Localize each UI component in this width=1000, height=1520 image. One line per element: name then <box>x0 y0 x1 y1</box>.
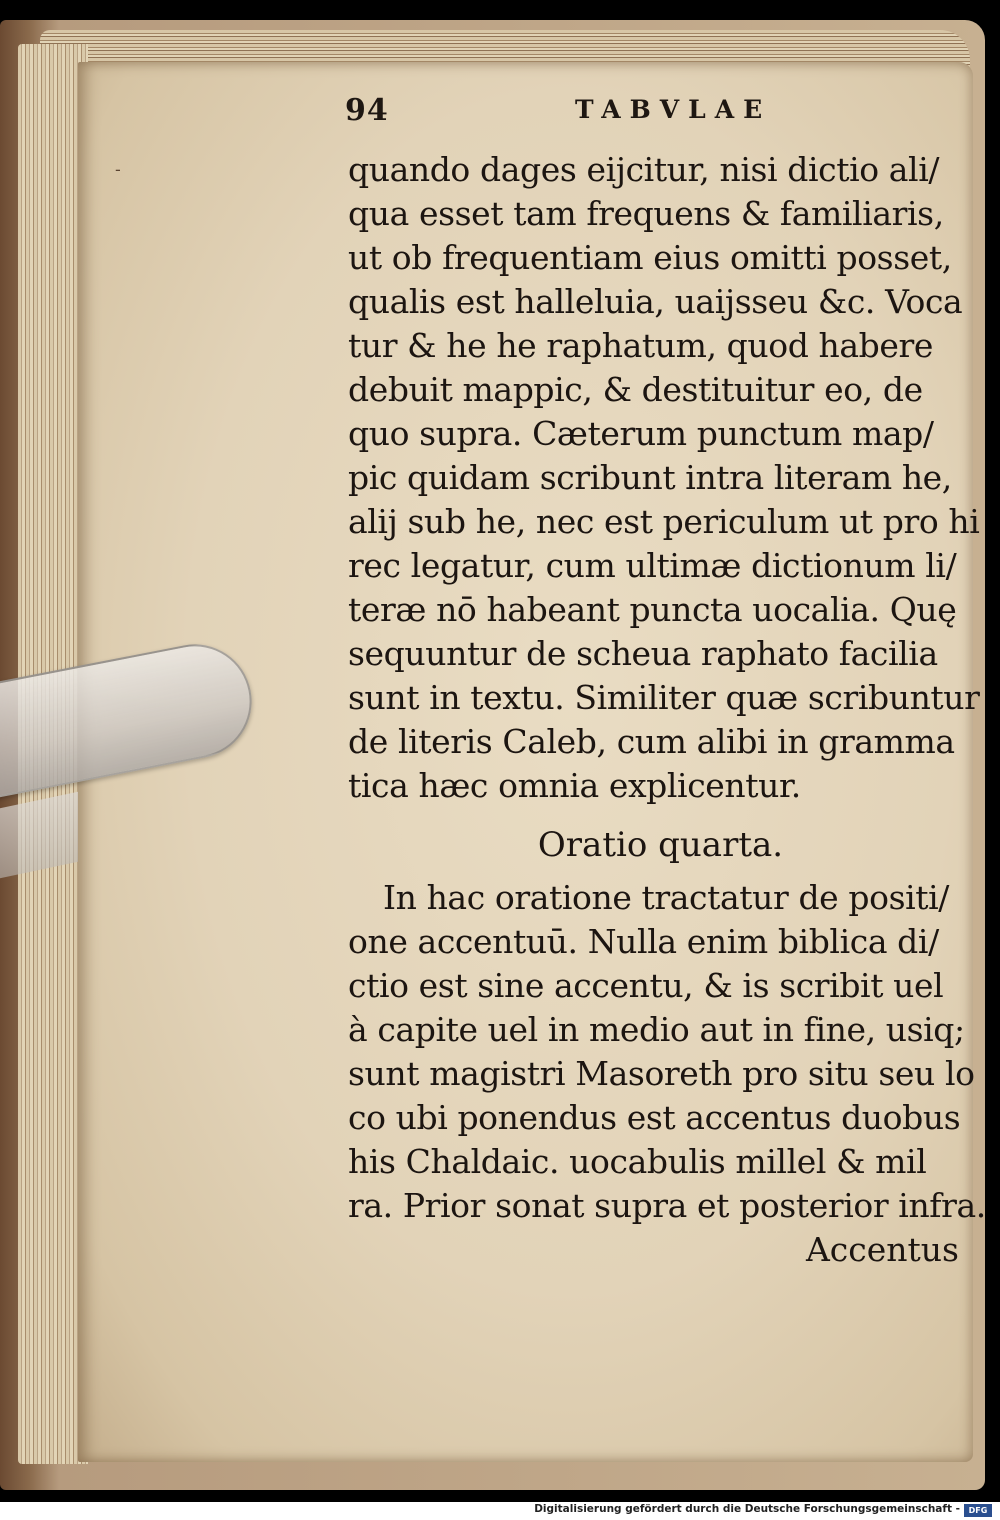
text-line: his Chaldaic. uocabulis millel & mil <box>348 1142 927 1181</box>
text-line: ut ob frequentiam eius omitti posset, <box>348 238 952 277</box>
catchword: Accentus <box>805 1230 959 1269</box>
text-line: qua esset tam frequens & familiaris, <box>348 194 944 233</box>
funding-credit: Digitalisierung gefördert durch die Deutsche Forschungsgemeinschaft - <box>534 1503 960 1515</box>
text-line: quo supra. Cæterum punctum map/ <box>348 414 934 453</box>
text-line: qualis est halleluia, uaijsseu &c. Voca <box>348 282 963 321</box>
text-line: In hac oratione tractatur de positi/ <box>383 878 950 917</box>
digitization-footer <box>0 1502 1000 1520</box>
text-line: sequuntur de scheua raphato facilia <box>348 634 938 673</box>
text-block <box>348 148 986 1272</box>
section-title: Oratio quarta. <box>537 825 784 865</box>
text-line: pic quidam scribunt intra literam he, <box>348 458 952 497</box>
text-line: tur & he he raphatum, quod habere <box>348 326 934 365</box>
text-line: rec legatur, cum ultimæ dictionum li/ <box>348 546 957 585</box>
text-line: tica hæc omnia explicentur. <box>348 766 801 805</box>
text-line: à capite uel in medio aut in fine, usiq; <box>348 1010 965 1049</box>
dfg-logo-icon: DFG <box>964 1504 992 1517</box>
margin-mark: - <box>115 160 121 179</box>
text-line: teræ nō habeant puncta uocalia. Quę <box>348 590 957 629</box>
text-line: one accentuū. Nulla enim biblica di/ <box>348 922 939 961</box>
text-line: sunt magistri Masoreth pro situ seu lo <box>348 1054 975 1093</box>
text-line: de literis Caleb, cum alibi in gramma <box>348 722 955 761</box>
text-line: ctio est sine accentu, & is scribit uel <box>348 966 944 1005</box>
text-line: alij sub he, nec est periculum ut pro hi <box>348 502 980 541</box>
text-line: quando dages eijcitur, nisi dictio ali/ <box>348 150 940 189</box>
text-line: ra. Prior sonat supra et posterior infra. <box>348 1186 986 1225</box>
text-line: debuit mappic, & destituitur eo, de <box>348 370 923 409</box>
page-number: 94 <box>345 93 389 128</box>
text-line: sunt in textu. Similiter quæ scribuntur <box>348 678 980 717</box>
text-line: co ubi ponendus est accentus duobus <box>348 1098 961 1137</box>
running-head: TABVLAE <box>575 95 772 124</box>
page-header <box>345 93 815 133</box>
